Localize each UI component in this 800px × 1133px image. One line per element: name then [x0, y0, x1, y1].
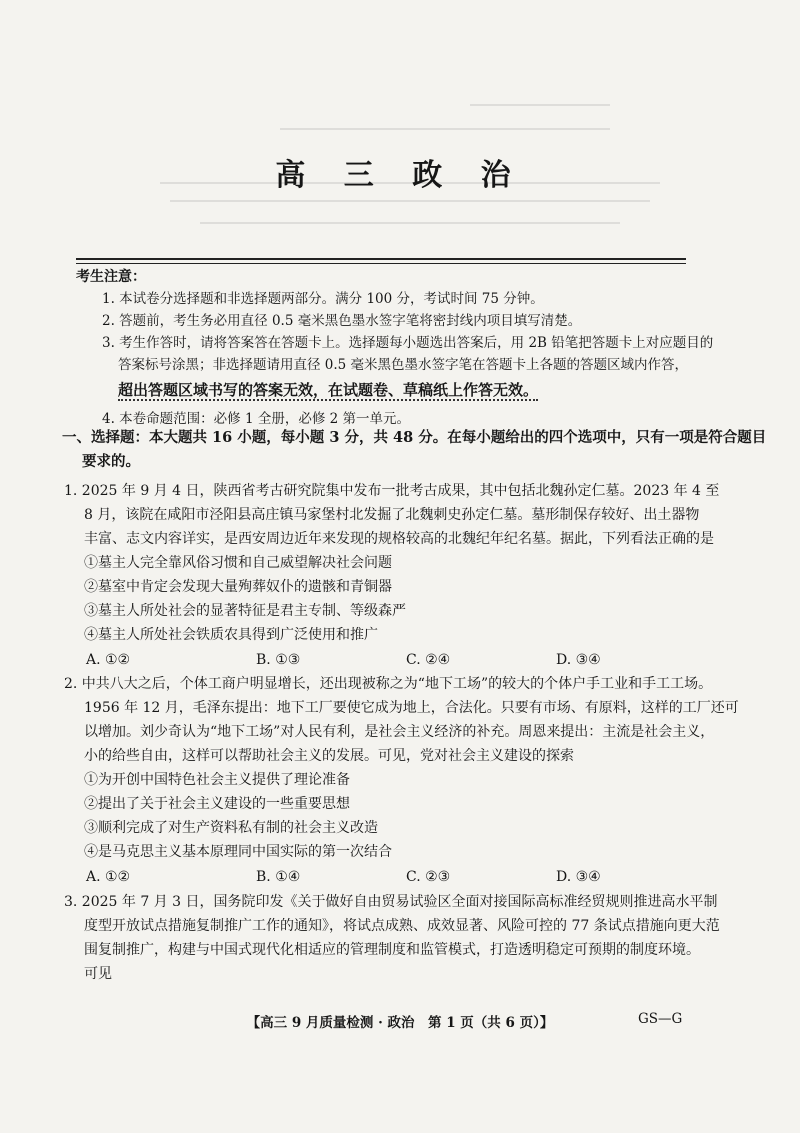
- statement-option: ②墓室中肯定会发现大量殉葬奴仆的遗骸和青铜器: [84, 579, 392, 595]
- choice-d: D. ③④: [556, 869, 601, 885]
- exam-notice: [76, 266, 714, 430]
- choice-b: B. ①③: [256, 652, 301, 668]
- bleed-through-mark: [200, 222, 620, 224]
- notice-item-3-emphasis: [76, 376, 686, 404]
- statement-option: ①为开创中国特色社会主义提供了理论准备: [84, 772, 350, 788]
- notice-title: 考生注意：: [76, 269, 146, 285]
- statement-option: ③顺利完成了对生产资料私有制的社会主义改造: [84, 820, 378, 836]
- notice-item-1: 1. 本试卷分选择题和非选择题两部分。满分 100 分，考试时间 75 分钟。: [102, 291, 544, 307]
- answer-choices: [64, 864, 692, 890]
- footer-page-info: 【高三 9 月质量检测 · 政治 第 1 页（共 6 页）】: [246, 1015, 554, 1031]
- notice-item-3-cont: 答案标号涂黑；非选择题请用直径 0.5 毫米黑色墨水签字笔在答题卡上各题的答题区域内作答，: [118, 357, 689, 373]
- question-text: 1. 2025 年 9 月 4 日，陕西省考古研究院集中发布一批考古成果，其中包括北魏孙定仁墓。2023 年 4 至: [64, 483, 720, 499]
- bleed-through-mark: [170, 200, 650, 202]
- choice-b: B. ①④: [256, 869, 301, 885]
- statement-option: ③墓主人所处社会的显著特征是君主专制、等级森严: [84, 603, 406, 619]
- statement-option: ④墓主人所处社会铁质农具得到广泛使用和推广: [84, 627, 378, 643]
- question-3: [64, 890, 720, 986]
- question-text: 8 月，该院在咸阳市泾阳县高庄镇马家堡村北发掘了北魏刺史孙定仁墓。墓形制保存较好、出土器物: [84, 507, 700, 523]
- question-text: 围复制推广，构建与中国式现代化相适应的管理制度和监管模式，打造透明稳定可预期的制度环境。: [84, 942, 700, 958]
- question-text: 1956 年 12 月，毛泽东提出：地下工厂要使它成为地上，合法化。只要有市场、有原料，这样的工厂还可: [84, 700, 739, 716]
- emphasis-text: 超出答题区域书写的答案无效，在试题卷、草稿纸上作答无效。: [118, 381, 539, 399]
- question-text: 2. 中共八大之后，个体工商户明显增长，还出现被称之为“地下工场”的较大的个体户手工业和手工工场。: [64, 676, 713, 692]
- question-text: 以增加。刘少奇认为“地下工场”对人民有利，是社会主义经济的补充。周恩来提出：主流是社会主义，: [84, 724, 715, 740]
- choice-d: D. ③④: [556, 652, 601, 668]
- question-text: 丰富、志文内容详实，是西安周边近年来发现的规格较高的北魏纪年纪名墓。据此，下列看法正确的是: [84, 531, 714, 547]
- choice-c: C. ②③: [406, 869, 451, 885]
- choice-a: A. ①②: [86, 652, 131, 668]
- notice-item-4: 4. 本卷命题范围：必修 1 全册，必修 2 第一单元。: [102, 411, 411, 427]
- question-text: 可见: [84, 966, 112, 982]
- question-text: 度型开放试点措施复制推广工作的通知》，将试点成熟、成效显著、风险可控的 77 条试点措施向更大范: [84, 918, 720, 934]
- choice-c: C. ②④: [406, 652, 451, 668]
- question-text: 3. 2025 年 7 月 3 日，国务院印发《关于做好自由贸易试验区全面对接国际高标准经贸规则推进高水平制: [64, 894, 718, 910]
- title-divider-thin: [76, 263, 686, 264]
- question-2: [64, 672, 739, 890]
- notice-item-3: 3. 考生作答时，请将答案答在答题卡上。选择题每小题选出答案后，用 2B 铅笔把答题卡上对应题目的: [102, 335, 714, 351]
- section-line-2: 要求的。: [82, 453, 140, 470]
- question-text: 小的给些自由，这样可以帮助社会主义的发展。可见，党对社会主义建设的探索: [84, 748, 574, 764]
- section-line-1: 一、选择题：本大题共 16 小题，每小题 3 分，共 48 分。在每小题给出的四个选项中，只有一项是符合题目: [62, 429, 767, 446]
- footer-code: GS—G: [638, 1011, 683, 1027]
- statement-option: ①墓主人完全靠风俗习惯和自己威望解决社会问题: [84, 555, 392, 571]
- question-1: [64, 479, 720, 673]
- bleed-through-mark: [470, 104, 610, 106]
- page-title: 高 三 政 治: [275, 158, 525, 193]
- statement-option: ②提出了关于社会主义建设的一些重要思想: [84, 796, 350, 812]
- title-divider: [76, 258, 686, 260]
- section-heading: [62, 426, 767, 474]
- notice-item-2: 2. 答题前，考生务必用直径 0.5 毫米黑色墨水签字笔将密封线内项目填写清楚。: [102, 313, 582, 329]
- statement-option: ④是马克思主义基本原理同中国实际的第一次结合: [84, 844, 392, 860]
- answer-choices: [64, 647, 692, 673]
- choice-a: A. ①②: [86, 869, 131, 885]
- bleed-through-mark: [280, 128, 610, 130]
